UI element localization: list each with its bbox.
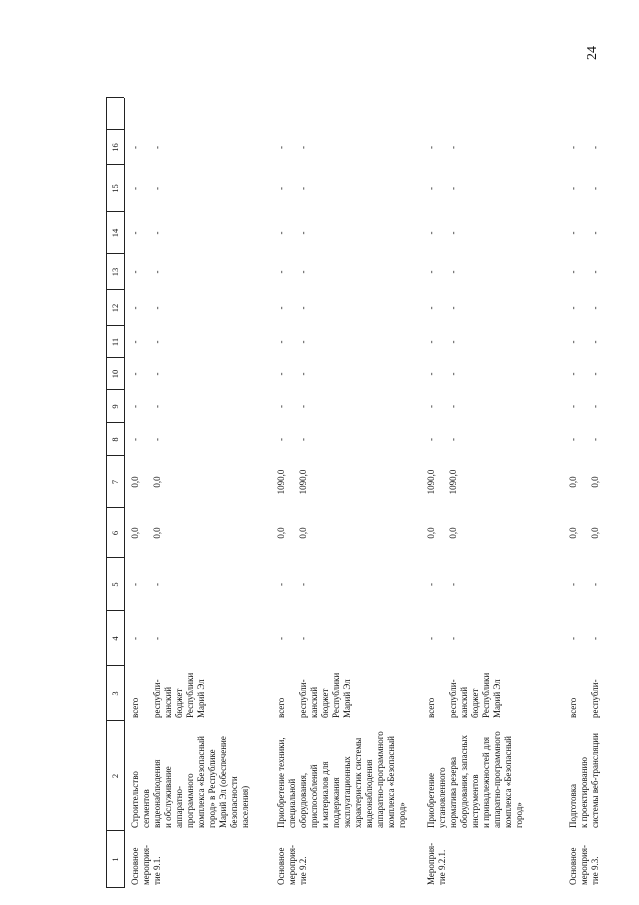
value-cell: - — [426, 306, 436, 310]
row-title-line: и обслуживание — [163, 766, 173, 828]
value-cell: - — [590, 637, 600, 640]
value-cell: 1090,0 — [276, 469, 286, 495]
page-number: 24 — [585, 46, 600, 60]
row-source-line — [141, 668, 152, 718]
value-cell: - — [448, 340, 458, 344]
value-cell: - — [448, 405, 458, 408]
row-title-line: оборудования, запасных — [459, 735, 469, 828]
value-cell: - — [568, 270, 578, 274]
column-header-8: 8 — [110, 437, 120, 442]
value-cell: - — [298, 270, 308, 274]
row-source-line: бюджет — [174, 688, 184, 718]
value-cell: 1090,0 — [298, 469, 308, 495]
value-cell: - — [152, 306, 162, 310]
value-cell: - — [448, 306, 458, 310]
value-cell: - — [448, 637, 458, 640]
value-cell: - — [426, 405, 436, 408]
column-header-14: 14 — [110, 228, 120, 238]
row-source-line: Марий Эл — [196, 679, 206, 718]
value-cell: - — [568, 187, 578, 190]
row-title-line: норматива резерва — [448, 757, 458, 828]
value-cell: - — [448, 583, 458, 586]
column-header-4: 4 — [110, 636, 120, 641]
value-cell: 1090,0 — [448, 469, 458, 495]
row-code-line: тие 9.3. — [590, 856, 600, 885]
value-cell: - — [130, 146, 140, 149]
column-header-12: 12 — [110, 303, 120, 313]
value-cell: - — [590, 231, 600, 235]
value-cell: - — [448, 270, 458, 274]
row-source-line: бюджет — [470, 688, 480, 718]
value-cell: 0,0 — [276, 527, 286, 539]
row-source-line — [287, 668, 298, 718]
value-cell: - — [152, 438, 162, 441]
row-title-line: безопасности — [229, 776, 239, 828]
value-cell: - — [568, 372, 578, 376]
column-header-11: 11 — [110, 337, 120, 347]
value-cell: - — [298, 372, 308, 376]
row-title-line: эксплуатационных — [342, 756, 352, 828]
row-source-line: республи- — [298, 679, 308, 718]
row-code-line: Основное — [568, 847, 578, 885]
column-header-6: 6 — [110, 530, 120, 536]
value-cell: - — [130, 405, 140, 408]
row-title-line: инструментов — [470, 774, 480, 828]
row-source-line — [437, 668, 448, 718]
value-cell: - — [298, 637, 308, 640]
row-title-line: установленного — [437, 767, 447, 828]
row-source — [276, 668, 353, 718]
value-cell: - — [590, 340, 600, 344]
value-cell: - — [276, 583, 286, 586]
column-header-13: 13 — [110, 267, 120, 277]
value-cell: - — [426, 637, 436, 640]
value-cell: - — [426, 583, 436, 586]
value-cell: - — [448, 438, 458, 441]
row-code-line: Основное — [276, 847, 286, 885]
value-cell: 1090,0 — [426, 469, 436, 495]
row-title — [426, 720, 525, 828]
row-title-line: специальной — [287, 778, 297, 828]
value-cell: - — [426, 340, 436, 344]
value-cell: - — [130, 231, 140, 235]
row-code — [426, 831, 448, 885]
column-header-9: 9 — [110, 404, 120, 409]
value-cell: - — [298, 405, 308, 408]
value-cell: - — [426, 146, 436, 149]
value-cell: - — [590, 583, 600, 586]
row-source-line: всего — [426, 697, 436, 718]
value-cell: - — [276, 231, 286, 235]
row-title — [276, 720, 408, 828]
value-cell: - — [276, 187, 286, 190]
column-header-2: 2 — [110, 773, 120, 779]
value-cell: - — [426, 231, 436, 235]
row-title-line: сегментов — [141, 789, 151, 828]
column-header-15: 15 — [110, 184, 120, 193]
budget-table — [106, 98, 600, 888]
value-cell: - — [130, 637, 140, 640]
value-cell: - — [426, 270, 436, 274]
value-cell: 0,0 — [590, 476, 600, 488]
value-cell: 0,0 — [152, 476, 162, 488]
value-cell: - — [276, 270, 286, 274]
row-source-line: Республики — [481, 672, 491, 718]
row-source-line: всего — [130, 697, 140, 718]
row-title-line: программного — [185, 773, 195, 828]
value-cell: - — [276, 146, 286, 149]
value-cell: - — [298, 306, 308, 310]
row-title-line: город» — [514, 802, 524, 828]
row-title-line: характеристик системы — [353, 737, 363, 828]
row-title-line: приспособлений — [309, 764, 319, 828]
row-title-line: комплекса «Безопасный — [196, 736, 206, 828]
row-title-line: город» — [397, 802, 407, 828]
row-title-line: Приобретение техники, — [276, 737, 286, 828]
value-cell: - — [130, 187, 140, 190]
value-cell: - — [152, 405, 162, 408]
row-title-line: видеонаблюдения — [364, 759, 374, 828]
row-title-line: системы веб-трансляции — [590, 733, 600, 828]
value-cell: - — [568, 340, 578, 344]
row-source-line: бюджет — [320, 688, 330, 718]
row-title-line: поддержания — [331, 777, 341, 828]
value-cell: - — [568, 306, 578, 310]
value-cell: - — [152, 270, 162, 274]
row-title-line: аппаратно-программного — [375, 731, 385, 828]
row-title — [568, 720, 601, 828]
value-cell: - — [568, 583, 578, 586]
value-cell: - — [448, 146, 458, 149]
value-cell: - — [590, 438, 600, 441]
row-title-line: Приобретение — [426, 773, 436, 828]
column-header-1: 1 — [110, 857, 120, 862]
value-cell: - — [568, 405, 578, 408]
value-cell: - — [298, 583, 308, 586]
row-code — [130, 831, 163, 885]
value-cell: - — [298, 187, 308, 190]
column-header-5: 5 — [110, 582, 120, 587]
row-title-line: аппаратно- — [174, 785, 184, 828]
row-title-line: оборудования, — [298, 772, 308, 828]
row-source-line: Республики — [185, 672, 195, 718]
row-title-line: и принадлежностей для — [481, 736, 491, 828]
row-source — [426, 668, 503, 718]
row-title-line: город» в Республике — [207, 749, 217, 828]
row-source-line: республи- — [448, 679, 458, 718]
value-cell: - — [590, 270, 600, 274]
row-source-line: Республики — [331, 672, 341, 718]
column-rule — [106, 97, 124, 98]
value-cell: 0,0 — [448, 527, 458, 539]
row-source — [568, 668, 601, 718]
value-cell: - — [152, 340, 162, 344]
value-cell: - — [448, 231, 458, 235]
row-title-line: аппаратно-программного — [492, 731, 502, 828]
row-source-line: всего — [568, 697, 578, 718]
row-code-line: мероприя- — [141, 845, 151, 885]
value-cell: - — [568, 146, 578, 149]
row-source-line: всего — [276, 697, 286, 718]
column-header-10: 10 — [110, 369, 120, 379]
row-source-line: республи- — [152, 679, 162, 718]
row-code-line: тие 9.2.1. — [437, 849, 447, 885]
value-cell: - — [298, 146, 308, 149]
value-cell: - — [590, 372, 600, 376]
value-cell: 0,0 — [298, 527, 308, 539]
value-cell: - — [152, 187, 162, 190]
value-cell: - — [298, 231, 308, 235]
value-cell: 0,0 — [426, 527, 436, 539]
value-cell: - — [426, 438, 436, 441]
value-cell: - — [448, 187, 458, 190]
value-cell: - — [426, 372, 436, 376]
row-source-line: канский — [163, 686, 173, 718]
value-cell: - — [448, 372, 458, 376]
value-cell: - — [152, 583, 162, 586]
value-cell: - — [130, 270, 140, 274]
row-code-line: тие 9.1. — [152, 856, 162, 885]
row-code-line: Основное — [130, 847, 140, 885]
row-title-line: Марий Эл (обеспечение — [218, 736, 228, 828]
value-cell: - — [276, 405, 286, 408]
row-code-line: Мероприя- — [426, 842, 436, 885]
column-header-16: 16 — [110, 143, 120, 152]
row-title-line: видеонаблюдения — [152, 759, 162, 828]
row-source-line: Марий Эл — [342, 679, 352, 718]
value-cell: - — [130, 306, 140, 310]
value-cell: - — [130, 372, 140, 376]
row-code — [276, 831, 309, 885]
value-cell: - — [276, 438, 286, 441]
value-cell: - — [276, 340, 286, 344]
row-code-line: мероприя- — [287, 845, 297, 885]
value-cell: - — [590, 187, 600, 190]
value-cell: - — [426, 187, 436, 190]
value-cell: 0,0 — [568, 476, 578, 488]
value-cell: - — [130, 438, 140, 441]
row-source-line — [579, 668, 590, 718]
value-cell: 0,0 — [130, 527, 140, 539]
value-cell: - — [298, 340, 308, 344]
value-cell: - — [152, 146, 162, 149]
row-title-line: комплекса «Безопасный — [386, 736, 396, 828]
row-code-line: мероприя- — [579, 845, 589, 885]
value-cell: - — [152, 637, 162, 640]
value-cell: - — [152, 231, 162, 235]
value-cell: 0,0 — [130, 476, 140, 488]
row-title-line: населения) — [240, 785, 250, 828]
row-source-line: республи- — [590, 679, 600, 718]
row-code-line: тие 9.2. — [298, 856, 308, 885]
value-cell: 0,0 — [152, 527, 162, 539]
value-cell: - — [276, 637, 286, 640]
row-title-line: Строительство — [130, 771, 140, 828]
value-cell: - — [152, 372, 162, 376]
value-cell: - — [298, 438, 308, 441]
value-cell: - — [568, 637, 578, 640]
row-title-line: и материалов для — [320, 761, 330, 828]
value-cell: - — [276, 306, 286, 310]
column-header-7: 7 — [110, 479, 120, 485]
row-code — [568, 831, 601, 885]
value-cell: - — [590, 146, 600, 149]
row-title — [130, 720, 251, 828]
column-header-3: 3 — [110, 691, 120, 696]
row-title-line: комплекса «Безопасный — [503, 736, 513, 828]
value-cell: - — [130, 583, 140, 586]
value-cell: - — [130, 340, 140, 344]
row-source — [130, 668, 207, 718]
value-cell: - — [590, 405, 600, 408]
row-title-line: к проектированию — [579, 756, 589, 828]
value-cell: - — [276, 372, 286, 376]
value-cell: - — [568, 231, 578, 235]
row-source-line: канский — [459, 686, 469, 718]
value-cell: - — [590, 306, 600, 310]
row-title-line: Подготовка — [568, 784, 578, 828]
row-source-line: канский — [309, 686, 319, 718]
value-cell: 0,0 — [568, 527, 578, 539]
value-cell: 0,0 — [590, 527, 600, 539]
row-source-line: Марий Эл — [492, 679, 502, 718]
header-rule — [124, 98, 125, 888]
value-cell: - — [568, 438, 578, 441]
